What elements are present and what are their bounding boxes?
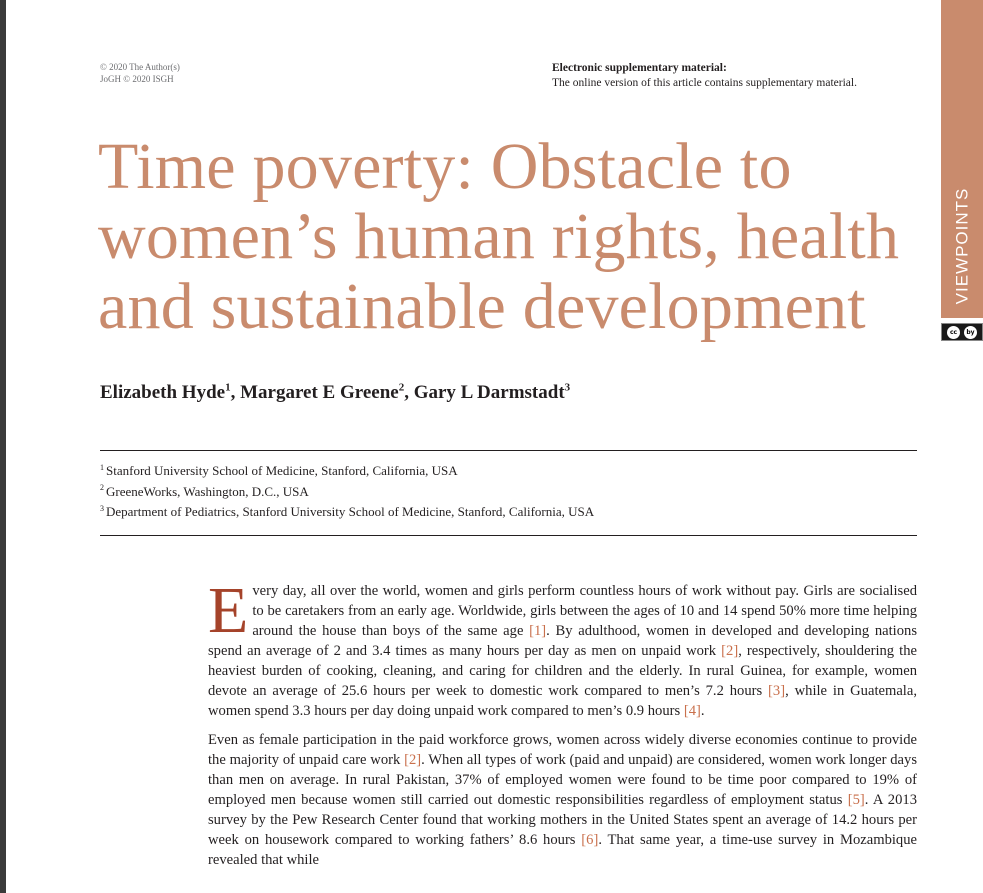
- affiliation-item: [100, 482, 594, 503]
- body-text-run: very day, all over the world, women and girls perform countless hours of work without pay. Girls are socialised to be caretakers from an early age. Worldwide, girls between the ages of 10 and 14 spend 50% more time helping around the house than boys of the same age: [252, 583, 917, 639]
- author-affiliation-marker: 1: [225, 381, 231, 394]
- citation-link[interactable]: [5]: [847, 792, 865, 808]
- article-title: [98, 132, 928, 342]
- body-text-run: Even as female participation in the paid workforce grows, women across widely diverse economies continue to provide the majority of unpaid care work: [208, 732, 917, 768]
- citation-link[interactable]: [3]: [768, 683, 786, 699]
- by-attribution-icon: by: [964, 326, 977, 339]
- affiliation-text: Stanford University School of Medicine, Stanford, California, USA: [106, 463, 458, 478]
- left-edge-bar: [0, 0, 6, 893]
- affiliation-number: 2: [100, 483, 104, 493]
- affiliation-text: GreeneWorks, Washington, D.C., USA: [106, 483, 309, 499]
- affiliations-bottom-rule: [100, 535, 917, 536]
- journal-copyright-line: JoGH © 2020 ISGH: [100, 74, 174, 84]
- body-text-run: , respectively, shouldering the heaviest burden of cooking, cleaning, and caring for children and the elderly. In rural Guinea, for example, women devote an average of 25.6 hours per week to domestic work compared to men’s 7.2 hours: [208, 643, 917, 699]
- section-tab-label: VIEWPOINTS: [952, 187, 972, 305]
- author-name[interactable]: Elizabeth Hyde: [100, 382, 226, 403]
- body-paragraph: [208, 574, 917, 721]
- body-text-run: . That same year, a time-use survey in Mozambique revealed that while: [208, 832, 917, 868]
- article-body: [208, 574, 917, 879]
- affiliation-item: [100, 461, 594, 482]
- supplementary-title: Electronic supplementary material:: [552, 62, 727, 74]
- cc-by-license-badge[interactable]: [941, 323, 983, 341]
- author-separator: ,: [404, 382, 414, 403]
- citation-link[interactable]: [2]: [721, 643, 739, 659]
- body-text-run: .: [700, 703, 705, 719]
- body-text-run: , while in Guatemala, women spend 3.3 hours per day doing unpaid work compared to men’s 0.9 hours: [208, 683, 917, 719]
- citation-link[interactable]: [1]: [529, 623, 547, 639]
- body-text-run: . A 2013 survey by the Pew Research Center found that working mothers in the United States spent an average of 14.2 hours per week on housework compared to working fathers’ 8.6 hours: [208, 792, 917, 848]
- affiliation-text: Department of Pediatrics, Stanford University School of Medicine, Stanford, California, USA: [106, 504, 595, 520]
- supplementary-notice: [552, 61, 857, 91]
- supplementary-text: The online version of this article contains supplementary material.: [552, 77, 857, 89]
- affiliation-number: 3: [100, 503, 104, 513]
- affiliation-item: [100, 502, 594, 523]
- author-list: [100, 382, 570, 404]
- cc-icon: cc: [947, 326, 960, 339]
- author-name[interactable]: Gary L Darmstadt: [413, 382, 565, 403]
- title-line: women’s human rights, health: [98, 200, 900, 273]
- citation-link[interactable]: [4]: [683, 703, 701, 719]
- affiliations-list: [100, 461, 594, 523]
- citation-link[interactable]: [2]: [404, 752, 422, 768]
- affiliations-top-rule: [100, 450, 917, 451]
- author-separator: ,: [230, 382, 241, 403]
- paragraph-text: [208, 574, 917, 719]
- body-paragraph: [208, 730, 917, 870]
- author-affiliation-marker: 2: [398, 381, 405, 394]
- drop-cap: E: [208, 574, 249, 647]
- copyright-line: © 2020 The Author(s): [100, 62, 180, 72]
- author-affiliation-marker: 3: [564, 381, 571, 394]
- citation-link[interactable]: [6]: [581, 832, 599, 848]
- body-text-run: . When all types of work (paid and unpaid) are considered, women work longer days than men on average. In rural Pakistan, 37% of employed women were found to be time poor compared to 19% of employed men because women still carried out domestic responsibilities regardless of employment status: [208, 752, 917, 808]
- affiliation-number: 1: [100, 462, 104, 472]
- author-name[interactable]: Margaret E Greene: [240, 382, 399, 403]
- title-line: Time poverty: Obstacle to: [98, 130, 792, 203]
- copyright-notice: [100, 61, 180, 85]
- section-tab-label-box: [941, 186, 983, 306]
- title-line: and sustainable development: [98, 270, 866, 343]
- paragraph-text: [208, 732, 917, 868]
- body-text-run: . By adulthood, women in developed and developing nations spend an average of 2 and 3.4 times as many hours per day as men on unpaid work: [208, 623, 917, 659]
